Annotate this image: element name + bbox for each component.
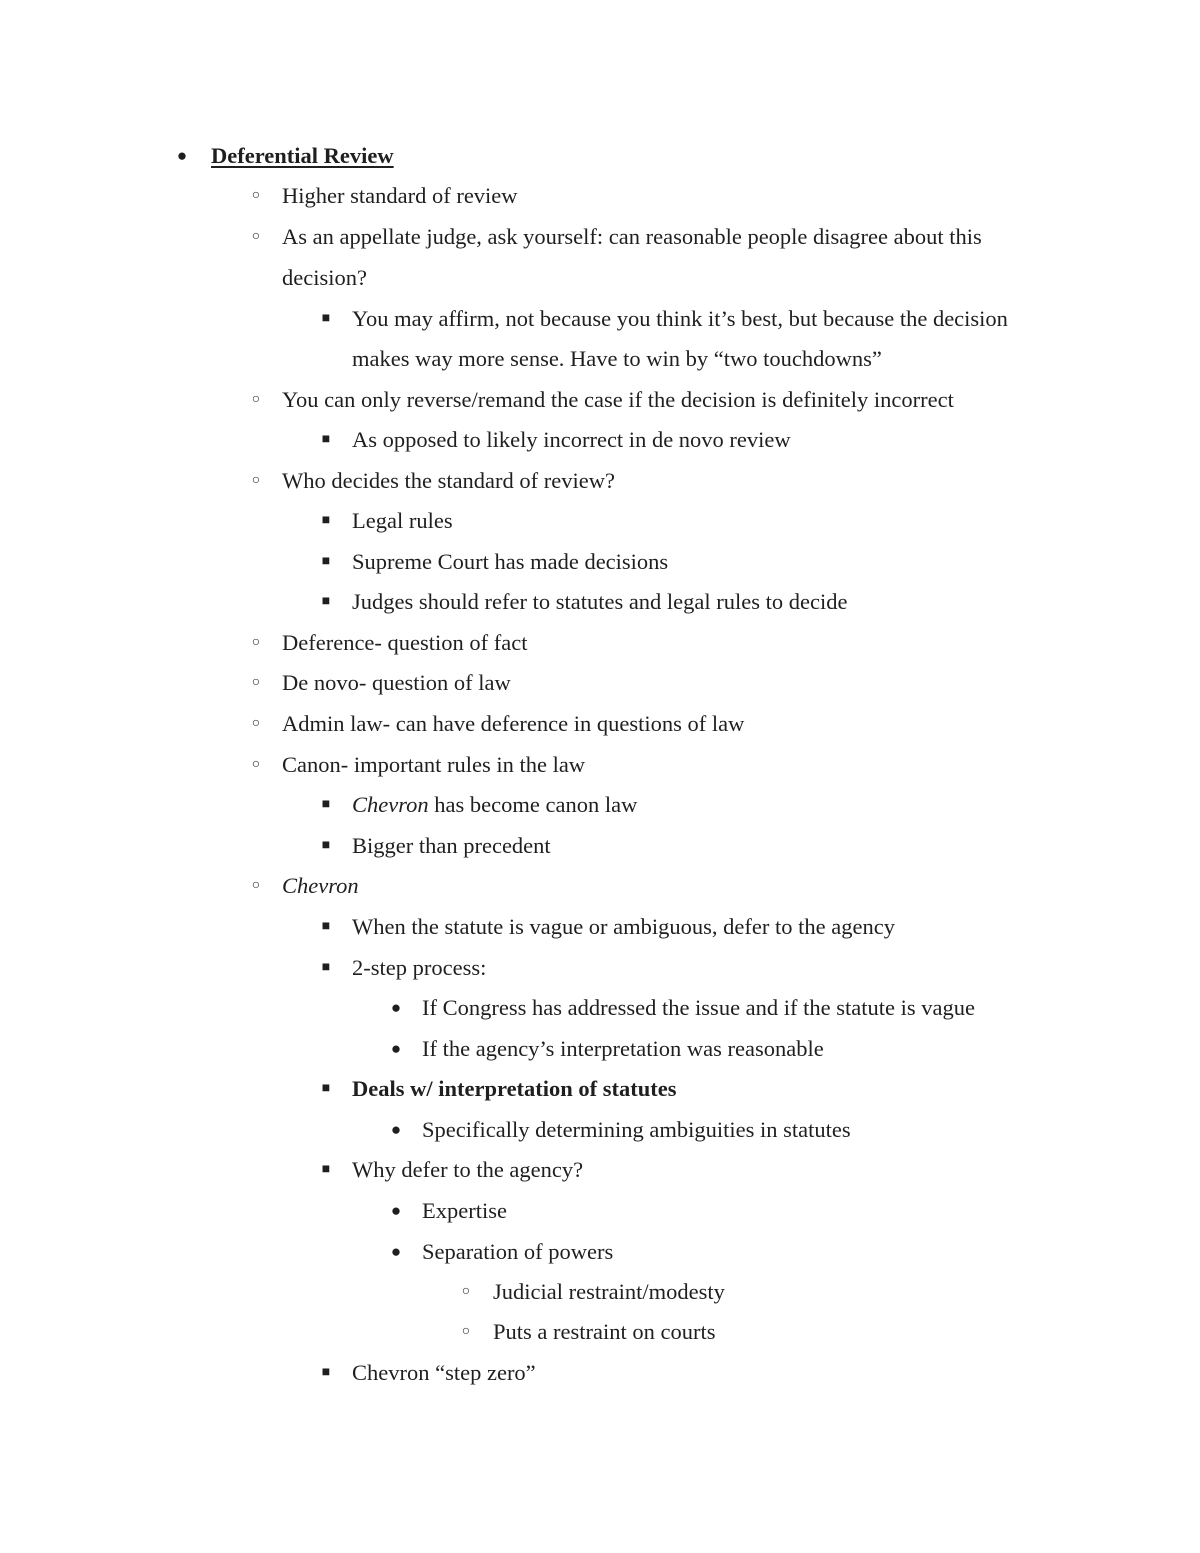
disc-bullet-icon: ● xyxy=(176,146,188,165)
circle-bullet-icon: ○ xyxy=(251,473,261,488)
circle-bullet-icon: ○ xyxy=(461,1324,471,1339)
square-bullet-icon: ■ xyxy=(321,919,331,934)
disc-bullet-icon: ● xyxy=(390,1201,402,1220)
square-bullet-icon: ■ xyxy=(321,1162,331,1177)
disc-bullet-icon: ● xyxy=(390,998,402,1017)
list-item-text: decision? xyxy=(282,265,367,290)
list-item-text: Specifically determining ambiguities in statutes xyxy=(422,1117,851,1142)
square-bullet-icon: ■ xyxy=(321,960,331,975)
list-item-text: You can only reverse/remand the case if the decision is definitely incorrect xyxy=(282,387,954,412)
circle-bullet-icon: ○ xyxy=(251,392,261,407)
list-item-text: Legal rules xyxy=(352,508,453,533)
list-item-text: Who decides the standard of review? xyxy=(282,468,615,493)
list-item-text: Supreme Court has made decisions xyxy=(352,549,669,574)
square-bullet-icon: ■ xyxy=(321,594,331,609)
square-bullet-icon: ■ xyxy=(321,513,331,528)
circle-bullet-icon: ○ xyxy=(251,716,261,731)
list-item-text: Expertise xyxy=(422,1198,507,1223)
list-item-rest: has become canon law xyxy=(428,792,638,817)
square-bullet-icon: ■ xyxy=(321,432,331,447)
square-bullet-icon: ■ xyxy=(321,797,331,812)
case-name: Chevron xyxy=(352,792,429,817)
disc-bullet-icon: ● xyxy=(390,1242,402,1261)
circle-bullet-icon: ○ xyxy=(251,635,261,650)
square-bullet-icon: ■ xyxy=(321,838,331,853)
circle-bullet-icon: ○ xyxy=(251,229,261,244)
circle-bullet-icon: ○ xyxy=(251,757,261,772)
square-bullet-icon: ■ xyxy=(321,1365,331,1380)
circle-bullet-icon: ○ xyxy=(251,188,261,203)
list-item-text: Deference- question of fact xyxy=(282,630,528,655)
list-item-text: De novo- question of law xyxy=(282,670,511,695)
list-item-text: Judges should refer to statutes and legal rules to decide xyxy=(352,589,848,614)
circle-bullet-icon: ○ xyxy=(461,1284,471,1299)
list-item-text: If Congress has addressed the issue and if the statute is vague xyxy=(422,995,975,1020)
disc-bullet-icon: ● xyxy=(390,1039,402,1058)
list-item-text xyxy=(352,785,637,825)
list-item-text: Why defer to the agency? xyxy=(352,1157,584,1182)
circle-bullet-icon: ○ xyxy=(251,675,261,690)
list-item-text: Admin law- can have deference in questions of law xyxy=(282,711,745,736)
list-item-text: You may affirm, not because you think it’s best, but because the decision xyxy=(352,306,1008,331)
list-item-text: Higher standard of review xyxy=(282,183,518,208)
list-item-text: Puts a restraint on courts xyxy=(493,1319,716,1344)
list-item-text: As an appellate judge, ask yourself: can reasonable people disagree about this xyxy=(282,224,982,249)
list-item-text: 2-step process: xyxy=(352,955,487,980)
list-item-text: Canon- important rules in the law xyxy=(282,752,586,777)
list-item-text: Deals w/ interpretation of statutes xyxy=(352,1076,677,1101)
list-item-text: Judicial restraint/modesty xyxy=(493,1279,725,1304)
list-item-text: When the statute is vague or ambiguous, defer to the agency xyxy=(352,914,895,939)
square-bullet-icon: ■ xyxy=(321,1081,331,1096)
circle-bullet-icon: ○ xyxy=(251,878,261,893)
square-bullet-icon: ■ xyxy=(321,311,331,326)
list-item-text: Separation of powers xyxy=(422,1239,614,1264)
list-item-text: If the agency’s interpretation was reasonable xyxy=(422,1036,824,1061)
list-item-text: makes way more sense. Have to win by “two touchdowns” xyxy=(352,346,882,371)
list-item-text: As opposed to likely incorrect in de novo review xyxy=(352,427,791,452)
disc-bullet-icon: ● xyxy=(390,1120,402,1139)
list-item-text: Chevron xyxy=(282,873,359,898)
list-item-text: Chevron “step zero” xyxy=(352,1360,536,1385)
list-item-text: Bigger than precedent xyxy=(352,833,551,858)
square-bullet-icon: ■ xyxy=(321,554,331,569)
heading-text: Deferential Review xyxy=(211,143,394,168)
